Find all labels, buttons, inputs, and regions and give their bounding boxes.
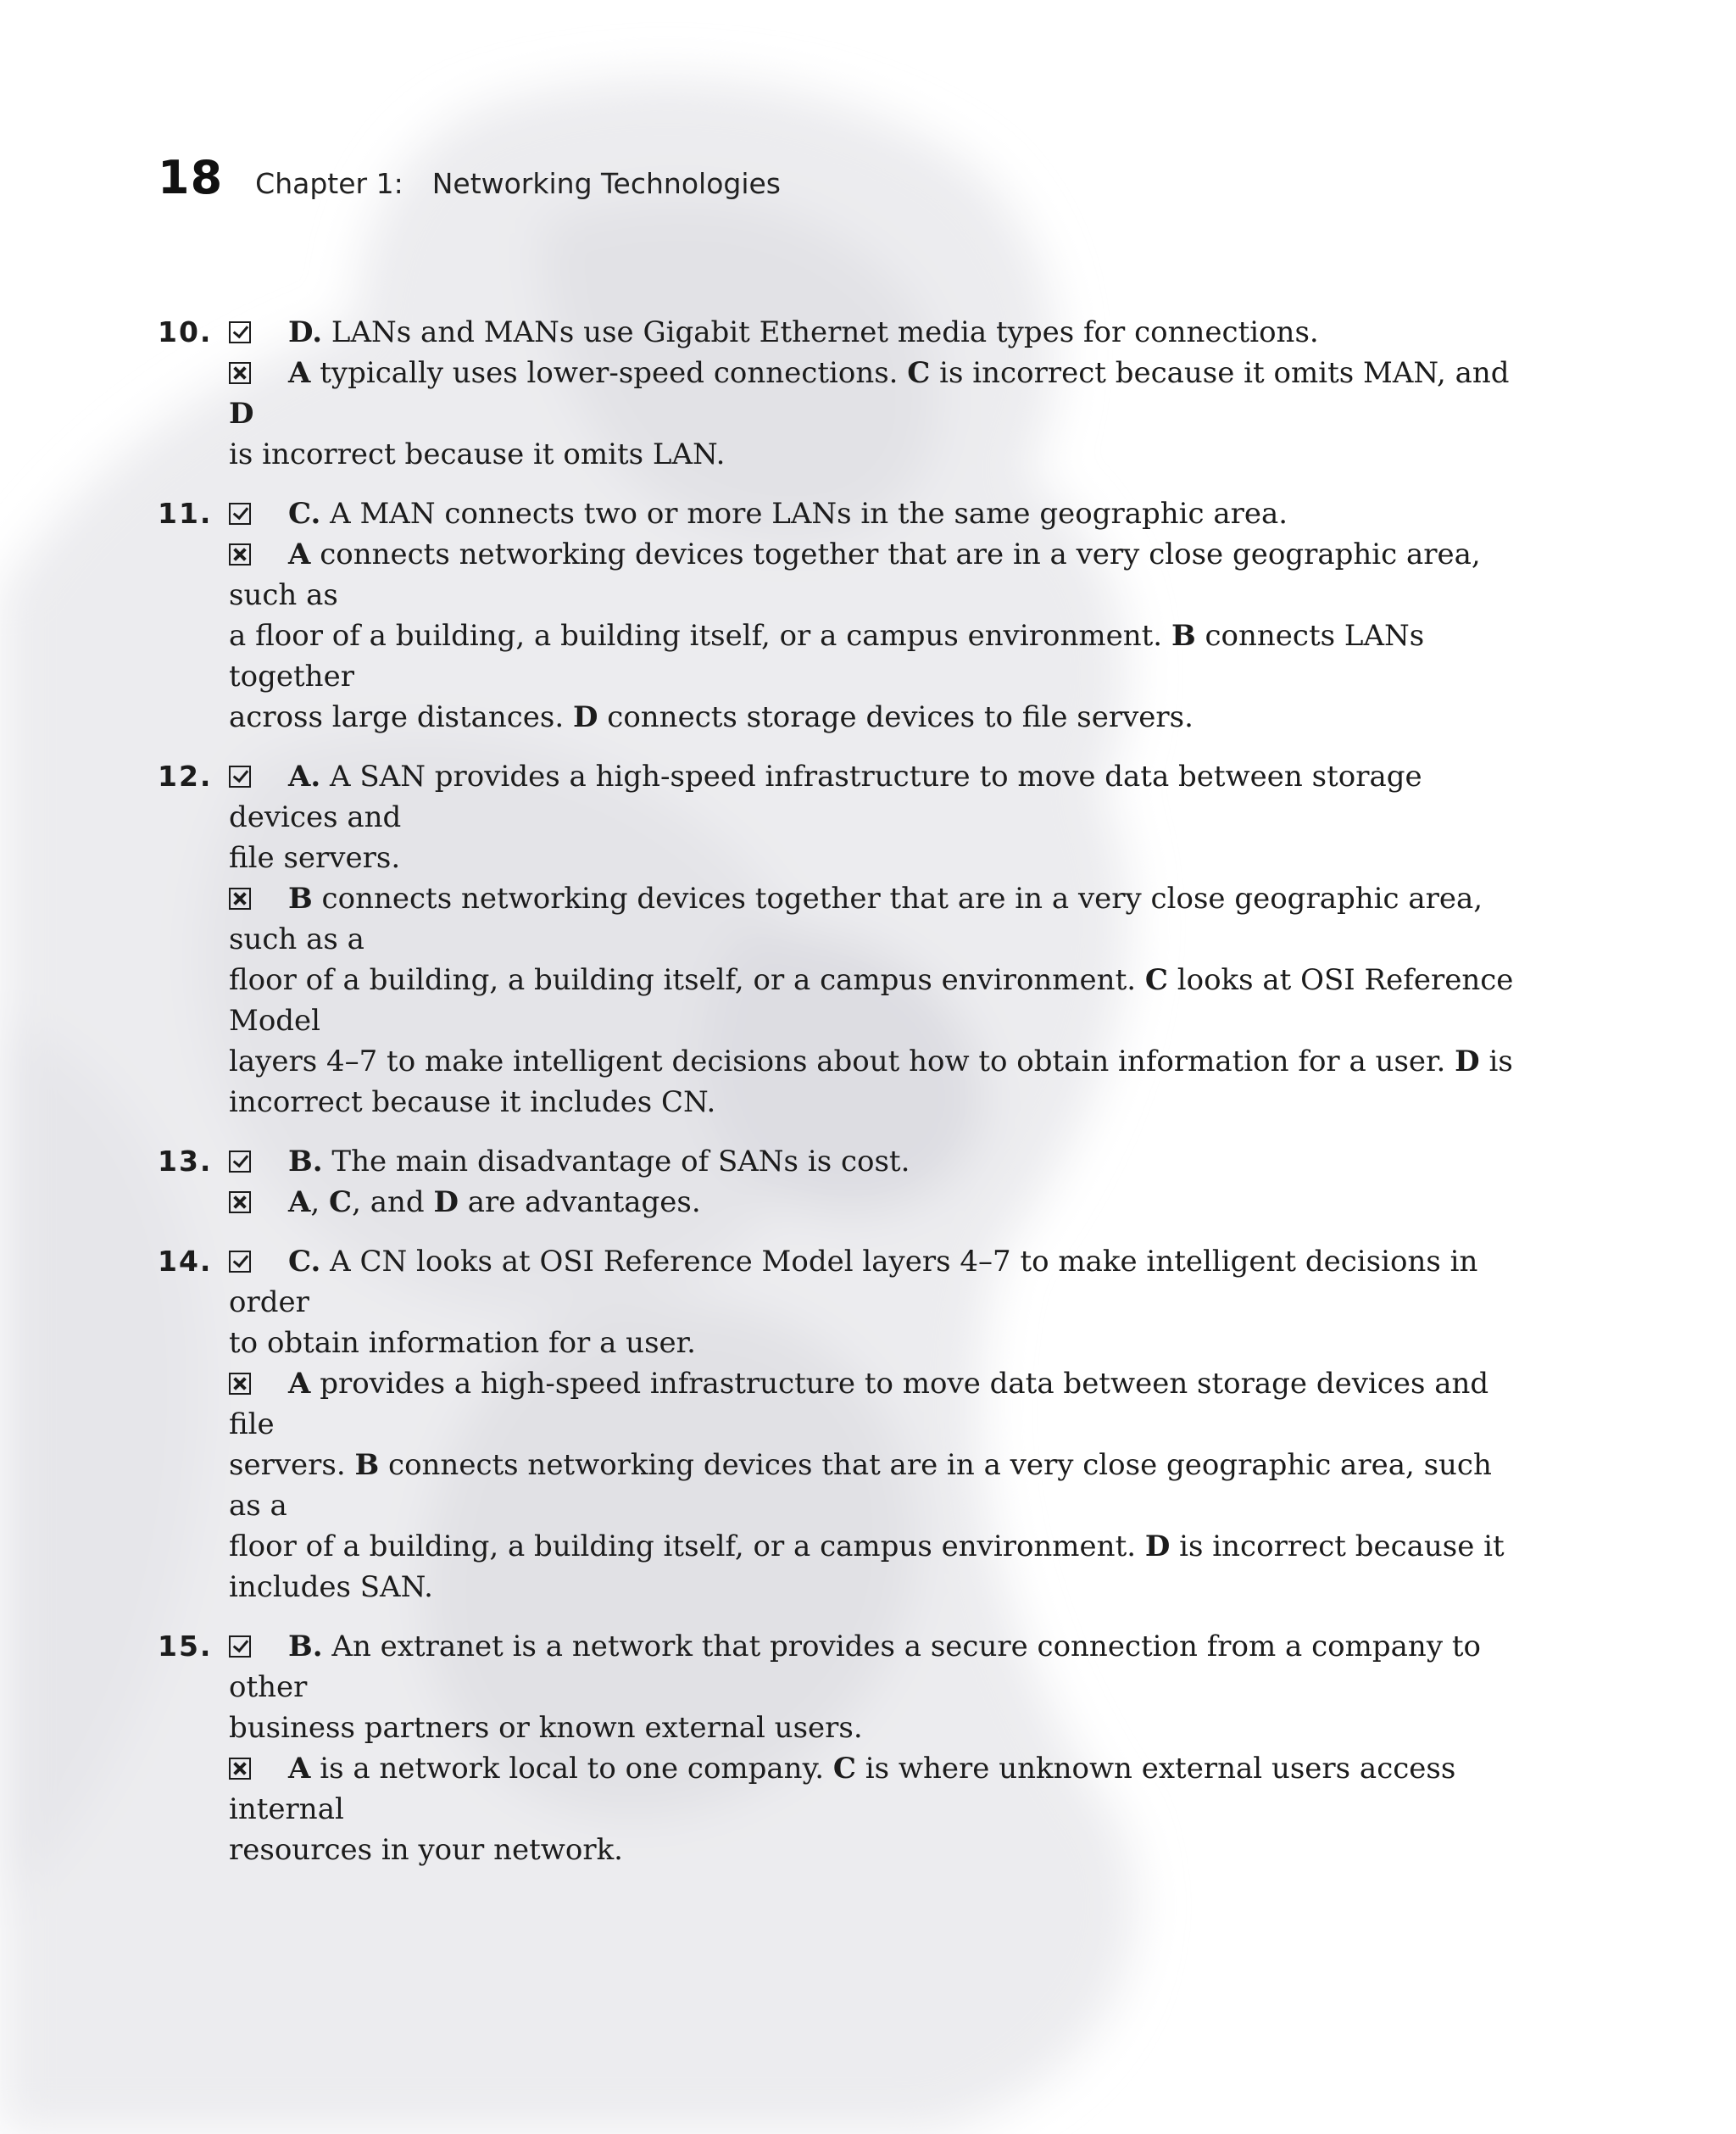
answer-10 [158, 312, 1531, 475]
option-letter: C [832, 1752, 856, 1786]
answer-13 [158, 1141, 1531, 1223]
incorrect-answer-line [229, 1041, 1531, 1082]
correct-letter: C. [288, 497, 321, 531]
incorrect-answer-line [229, 1830, 1531, 1870]
explanation-text: layers 4–7 to make intelligent decisions about how to obtain information for a user. [229, 1045, 1455, 1078]
option-letter: A [288, 538, 311, 571]
crossed-box-icon [229, 362, 251, 384]
chapter-title: Networking Technologies [431, 167, 781, 200]
option-letter: B [288, 882, 313, 916]
question-number: 15. [158, 1630, 213, 1663]
option-letter: D [433, 1185, 459, 1219]
answer-14 [158, 1241, 1531, 1607]
option-letter: D [572, 700, 598, 734]
checked-box-icon [229, 1635, 251, 1658]
incorrect-answer-line [229, 878, 1531, 960]
incorrect-answer-line [229, 1082, 1531, 1123]
incorrect-answer-line [229, 697, 1531, 738]
incorrect-answer-line [229, 534, 1531, 616]
correct-text: LANs and MANs use Gigabit Ethernet media types for connections. [322, 315, 1319, 349]
incorrect-answer-line [229, 1363, 1531, 1445]
explanation-text: looks at OSI Reference Model [229, 963, 1514, 1038]
correct-answer-line [229, 838, 1531, 878]
option-letter: C [907, 356, 931, 390]
explanation-text: connects networking devices that are in a very close geographic area, such as a [229, 1448, 1492, 1523]
correct-letter: D. [288, 315, 323, 349]
option-letter: D [229, 397, 254, 431]
checked-box-icon [229, 766, 251, 788]
answer-12 [158, 756, 1531, 1123]
correct-letter: B. [288, 1145, 323, 1178]
correct-answer-line [229, 1626, 1531, 1708]
correct-letter: C. [288, 1245, 321, 1279]
option-letter: B [1171, 619, 1196, 653]
explanation-text: , and [352, 1185, 434, 1219]
explanation-text: is a network local to one company. [310, 1752, 833, 1786]
checked-box-icon [229, 503, 251, 525]
option-letter: C [1144, 963, 1168, 997]
correct-letter: B. [288, 1630, 323, 1663]
correct-answer-line [229, 312, 1531, 353]
answer-11 [158, 493, 1531, 738]
explanation-text: across large distances. [229, 700, 573, 734]
checked-box-icon [229, 1151, 251, 1173]
correct-text: A SAN provides a high-speed infrastructure to move data between storage devices and [229, 760, 1422, 834]
incorrect-answer-line [229, 353, 1531, 434]
answer-list [158, 312, 1531, 1889]
option-letter: C [329, 1185, 353, 1219]
option-letter: A [288, 356, 311, 390]
explanation-text: are advantages. [458, 1185, 701, 1219]
explanation-text: floor of a building, a building itself, or a campus environment. [229, 1529, 1145, 1563]
explanation-text: incorrect because it includes CN. [229, 1085, 716, 1119]
option-letter: D [1455, 1045, 1480, 1078]
crossed-box-icon [229, 1758, 251, 1780]
question-number: 11. [158, 497, 213, 530]
crossed-box-icon [229, 543, 251, 566]
explanation-text: connects networking devices together that are in a very close geographic area, such as a [229, 882, 1483, 956]
explanation-text: connects LANs together [229, 619, 1425, 694]
crossed-box-icon [229, 888, 251, 910]
explanation-text: is [1479, 1045, 1513, 1078]
correct-text: business partners or known external users. [229, 1711, 863, 1745]
correct-answer-line [229, 1323, 1531, 1363]
correct-text: file servers. [229, 841, 401, 875]
option-letter: A [288, 1185, 311, 1219]
correct-text: The main disadvantage of SANs is cost. [322, 1145, 910, 1178]
correct-text: An extranet is a network that provides a secure connection from a company to other [229, 1630, 1481, 1704]
crossed-box-icon [229, 1373, 251, 1395]
option-letter: A [288, 1752, 311, 1786]
explanation-text: is incorrect because it omits MAN, and [930, 356, 1510, 390]
incorrect-answer-line [229, 616, 1531, 697]
question-number: 12. [158, 760, 213, 793]
correct-answer-line [229, 1141, 1531, 1182]
answer-15 [158, 1626, 1531, 1870]
question-number: 13. [158, 1145, 213, 1178]
question-number: 10. [158, 315, 213, 348]
correct-text: A MAN connects two or more LANs in the same geographic area. [320, 497, 1288, 531]
incorrect-answer-line [229, 1567, 1531, 1607]
explanation-text: connects storage devices to file servers. [598, 700, 1194, 734]
page-number: 18 [158, 151, 224, 204]
correct-text: to obtain information for a user. [229, 1326, 696, 1360]
incorrect-answer-line [229, 1526, 1531, 1567]
explanation-text: resources in your network. [229, 1833, 623, 1867]
option-letter: D [1144, 1529, 1171, 1563]
explanation-text: , [310, 1185, 330, 1219]
explanation-text: is incorrect because it omits LAN. [229, 437, 726, 471]
incorrect-answer-line [229, 1445, 1531, 1526]
question-number: 14. [158, 1245, 213, 1278]
explanation-text: provides a high-speed infrastructure to move data between storage devices and file [229, 1367, 1489, 1441]
incorrect-answer-line [229, 434, 1531, 475]
incorrect-answer-line [229, 1748, 1531, 1830]
correct-answer-line [229, 1708, 1531, 1748]
correct-letter: A. [288, 760, 321, 794]
chapter-label: Chapter 1: [255, 167, 403, 200]
crossed-box-icon [229, 1191, 251, 1213]
checked-box-icon [229, 321, 251, 343]
explanation-text: connects networking devices together that are in a very close geographic area, such as [229, 538, 1481, 612]
option-letter: A [288, 1367, 311, 1401]
explanation-text: floor of a building, a building itself, or a campus environment. [229, 963, 1145, 997]
explanation-text: is where unknown external users access internal [229, 1752, 1456, 1826]
explanation-text: servers. [229, 1448, 355, 1482]
explanation-text: is incorrect because it [1170, 1529, 1505, 1563]
incorrect-answer-line [229, 960, 1531, 1041]
explanation-text: includes SAN. [229, 1570, 433, 1604]
explanation-text: a floor of a building, a building itself, or a campus environment. [229, 619, 1171, 653]
correct-text: A CN looks at OSI Reference Model layers 4–7 to make intelligent decisions in order [229, 1245, 1478, 1319]
explanation-text: typically uses lower-speed connections. [310, 356, 908, 390]
incorrect-answer-line [229, 1182, 1531, 1223]
correct-answer-line [229, 756, 1531, 838]
page-header [158, 151, 781, 204]
checked-box-icon [229, 1251, 251, 1273]
correct-answer-line [229, 1241, 1531, 1323]
option-letter: B [354, 1448, 380, 1482]
correct-answer-line [229, 493, 1531, 534]
